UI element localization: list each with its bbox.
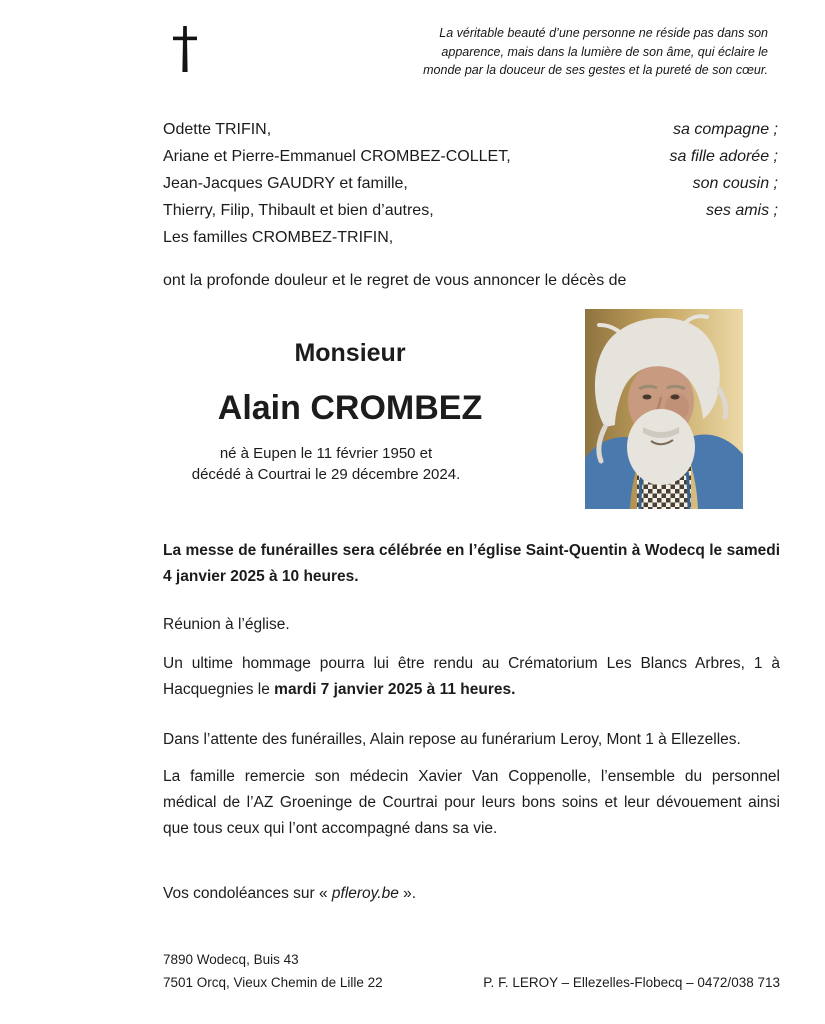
mourner-role: sa compagne ;	[673, 121, 778, 138]
footer-address-2: 7501 Orcq, Vieux Chemin de Lille 22	[163, 975, 383, 990]
condolences-website: pfleroy.be	[331, 885, 399, 902]
mourner-row	[163, 143, 778, 170]
quote-line: La véritable beauté d’une personne ne réside pas dans son	[439, 26, 768, 40]
mourners-list	[163, 116, 778, 251]
memorial-quote	[423, 24, 768, 80]
announcement-line: ont la profonde douleur et le regret de vous annoncer le décès de	[163, 272, 627, 289]
cross-icon	[172, 26, 198, 77]
mourner-name: Odette TRIFIN,	[163, 121, 272, 138]
mourner-row	[163, 224, 778, 251]
meeting-paragraph: Réunion à l’église.	[163, 616, 290, 633]
footer	[163, 948, 780, 994]
mourner-name: Thierry, Filip, Thibault et bien d’autres,	[163, 202, 434, 219]
quote-line: apparence, mais dans la lumière de son âme, qui éclaire le	[441, 44, 768, 59]
cremation-date: mardi 7 janvier 2025 à 11 heures.	[274, 681, 516, 698]
condolences-line	[163, 881, 780, 907]
repose-paragraph: Dans l’attente des funérailles, Alain repose au funérarium Leroy, Mont 1 à Ellezelles.	[163, 731, 741, 748]
mourner-role: son cousin ;	[692, 175, 778, 192]
deceased-name: Alain CROMBEZ	[217, 389, 483, 427]
footer-address-1: 7890 Wodecq, Buis 43	[163, 952, 299, 967]
condolences-prefix: Vos condoléances sur «	[163, 885, 332, 902]
funeral-mass-paragraph: La messe de funérailles sera célébrée en l’église Saint-Quentin à Wodecq le samedi 4 janvier 2025 à 10 heures.	[163, 542, 780, 585]
deceased-dates	[163, 443, 537, 485]
thanks-paragraph: La famille remercie son médecin Xavier Van Coppenolle, l’ensemble du personnel médical de l’AZ Groeninge de Courtrai pour leurs bons soins et leur dévouement ainsi que tous ceux qui l’ont accompagné dans sa vie.	[163, 768, 780, 837]
mourner-role: sa fille adorée ;	[669, 148, 778, 165]
cremation-paragraph	[163, 651, 780, 703]
mourner-row	[163, 170, 778, 197]
mourner-name: Les familles CROMBEZ-TRIFIN,	[163, 229, 394, 246]
mourner-name: Ariane et Pierre-Emmanuel CROMBEZ-COLLET,	[163, 148, 511, 165]
footer-addresses	[163, 948, 383, 994]
condolences-suffix: ».	[398, 885, 417, 902]
deceased-honorific: Monsieur	[294, 339, 406, 367]
mourner-row	[163, 116, 778, 143]
death-line: décédé à Courtrai le 29 décembre 2024.	[191, 466, 461, 483]
cremation-text: Un ultime hommage pourra lui être rendu au Crématorium Les Blancs Arbres, 1 à Hacquegnies le	[163, 655, 780, 698]
quote-line: monde par la douceur de ses gestes et la pureté de son cœur.	[423, 63, 768, 77]
mourner-role: ses amis ;	[705, 202, 778, 219]
birth-line: né à Eupen le 11 février 1950 et	[219, 445, 433, 462]
funeral-home-info: P. F. LEROY – Ellezelles-Flobecq – 0472/038 713	[483, 975, 780, 990]
deceased-portrait-photo	[585, 309, 743, 509]
mourner-name: Jean-Jacques GAUDRY et famille,	[163, 175, 408, 192]
mourner-row	[163, 197, 778, 224]
deceased-identity	[163, 338, 537, 485]
